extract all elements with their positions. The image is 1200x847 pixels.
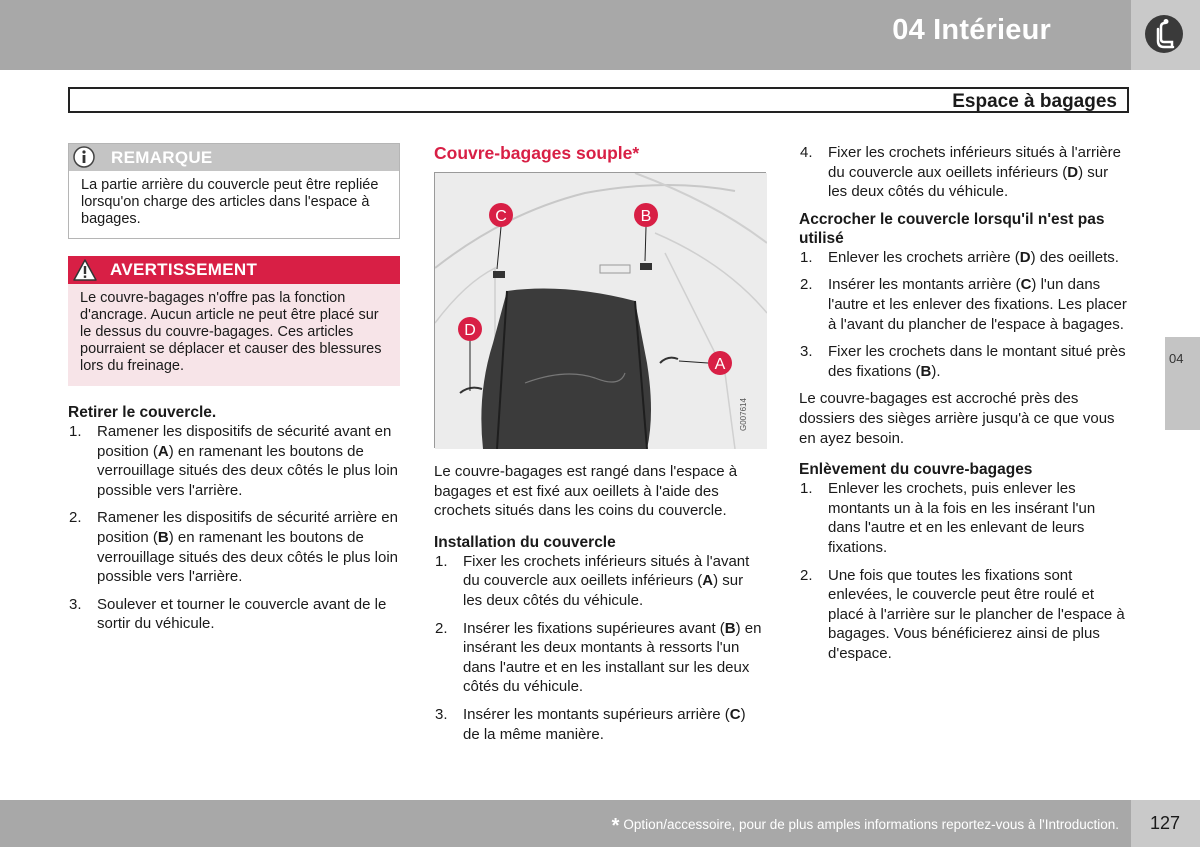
note-header [69, 144, 399, 171]
list-item: 3. Insérer les montants supérieurs arrière (C) de la même manière. [435, 705, 746, 743]
hook-cover-text: Le couvre-bagages est accroché près des dossiers des sièges arrière jusqu'à ce que vous en ayez besoin. [799, 390, 1115, 447]
list-item: 2. Insérer les montants arrière (C) l'un dans l'autre et les enlever des fixations. Les placer à l'avant du plancher de l'espace à bagages. [800, 276, 1127, 333]
footnote [612, 815, 1119, 838]
list-item: 1. Enlever les crochets arrière (D) des oeillets. [800, 248, 1119, 266]
soft-cover-intro: Le couvre-bagages est rangé dans l'espace à bagages et est fixé aux oeillets à l'aide des crochets situés dans les coins du couvercle. [434, 463, 738, 520]
column-right [799, 143, 1131, 671]
installation-steps-continued [799, 143, 1131, 202]
illustration-drawing [435, 173, 767, 449]
seat-icon [1145, 15, 1183, 53]
callout-d: D [464, 322, 476, 339]
warning-text: Le couvre-bagages n'offre pas la fonction d'ancrage. Aucun article ne peut être placé sur le dessus du couvre-bagages. Ces articles pourraient se déplacer et causer des blessures lors du freinage. [80, 290, 382, 374]
removal-heading: Enlèvement du couvre-bagages [799, 461, 1033, 479]
cargo-cover-illustration [434, 172, 766, 448]
column-left [68, 403, 400, 642]
warning-label: AVERTISSEMENT [110, 260, 258, 279]
footer-bar [0, 800, 1131, 847]
note-box [68, 143, 400, 239]
list-item: 3. Fixer les crochets dans le montant situé près des fixations (B). [800, 343, 1126, 380]
note-label: REMARQUE [111, 148, 213, 167]
chapter-title: 04 Intérieur [892, 14, 1051, 46]
callout-a: A [714, 356, 726, 373]
side-tab-label: 04 [1169, 351, 1184, 366]
page-number: 127 [1150, 813, 1181, 833]
warning-triangle-icon [71, 257, 99, 283]
callout-b: B [640, 208, 652, 225]
callout-c: C [495, 208, 507, 225]
column-middle [434, 143, 766, 752]
hook-cover-heading: Accrocher le couvercle lorsqu'il n'est pas utilisé [799, 210, 1105, 247]
page-number-box [1131, 800, 1200, 847]
list-item: 2. Ramener les dispositifs de sécurité arrière en position (B) en ramenant les boutons de verrouillage situés des deux côtés le plus loin possible vers l'arrière. [69, 509, 399, 586]
remove-cover-heading: Retirer le couvercle. [68, 404, 217, 421]
list-item: 2. Une fois que toutes les fixations sont enlevées, le couvercle peut être roulé et placé à l'arrière sur le plancher de l'espace à bagages. Vous bénéficierez ainsi de plus d'espace. [800, 566, 1125, 662]
list-item: 4. Fixer les crochets inférieurs situés à l'arrière du couvercle aux oeillets inférieurs (D) sur les deux côtés du véhicule. [800, 144, 1121, 201]
footnote-text: Option/accessoire, pour de plus amples informations reportez-vous à l'Introduction. [623, 817, 1119, 832]
section-title: Espace à bagages [952, 91, 1117, 112]
section-title-bar [68, 87, 1129, 113]
remove-cover-steps [68, 422, 400, 634]
soft-cover-heading: Couvre-bagages souple* [434, 143, 640, 163]
chapter-icon-box [1131, 0, 1200, 70]
info-icon [73, 146, 95, 168]
installation-heading: Installation du couvercle [434, 533, 616, 551]
list-item: 1. Ramener les dispositifs de sécurité avant en position (A) en ramenant les boutons de verrouillage situés des deux côtés le plus loin possible vers l'arrière. [69, 423, 399, 499]
note-text: La partie arrière du couvercle peut être repliée lorsqu'on charge des articles dans l'espace à bagages. [81, 177, 379, 227]
warning-header [68, 256, 400, 284]
chapter-side-tab [1165, 337, 1200, 430]
list-item: 2. Insérer les fixations supérieures avant (B) en insérant les deux montants à ressorts l'un dans l'autre et en les installant sur les deux côtés du véhicule. [435, 619, 762, 696]
footnote-star: * [611, 815, 620, 837]
list-item: 1. Fixer les crochets inférieurs situés à l'avant du couvercle aux oeillets inférieurs (A) sur les deux côtés du véhicule. [435, 552, 750, 609]
header-bar [0, 0, 1131, 70]
figure-code: G007614 [739, 398, 748, 431]
installation-steps [434, 552, 766, 744]
list-item: 1. Enlever les crochets, puis enlever les montants un à la fois en les insérant l'un dans l'autre et en les enlevant de leurs fixations. [800, 480, 1096, 556]
list-item: 3. Soulever et tourner le couvercle avant de le sortir du véhicule. [69, 595, 387, 633]
warning-box [68, 256, 400, 386]
removal-steps [799, 479, 1131, 663]
hook-cover-steps [799, 248, 1131, 382]
